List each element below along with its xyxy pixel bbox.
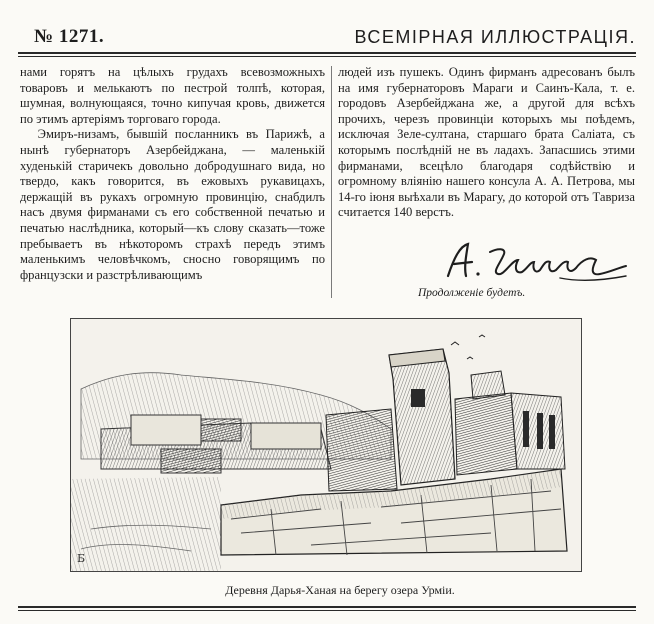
to-be-continued-note: Продолженіе будетъ.: [418, 287, 526, 299]
column-divider: [331, 66, 332, 298]
right-paragraph-1: людей изъ пушекъ. Одинъ фирманъ адресованъ былъ на имя губернаторовъ Мараги и Саинъ-Кала, т. е. городовъ Азербейджана же, а другой для всѣхъ прочихъ, черезъ провинціи которыхъ мы поѣдемъ, исключая Зеле-султана, старшаго брата Саліата, съ которымъ послѣдній не въ ладахъ. Запасшись этими фирманами, всецѣло благодаря содѣйствію и огромному вліянію нашего консула А. А. Петрова, мы 14-го іюня выѣхали въ Марагу, до которой отъ Тавриза считается 140 верстъ.: [338, 65, 635, 220]
page-header: [18, 14, 636, 48]
header-rule: [18, 52, 636, 54]
left-text-column: [20, 65, 325, 283]
artist-monogram: Б: [77, 552, 86, 565]
signature-handwritten: [440, 238, 630, 284]
right-text-column: [338, 65, 635, 221]
figure-caption: Деревня Дарья-Ханая на берегу озера Урміи.: [225, 583, 455, 597]
footer-rule: [18, 606, 636, 608]
village-engraving: [71, 319, 581, 571]
issue-number: № 1271.: [34, 26, 105, 47]
left-paragraph-2: Эмиръ-низамъ, бывшій посланникъ въ Парижѣ, а нынѣ губернаторъ Азербейджана, — маленькій худенькій старичекъ довольно добродушнаго вида, но твердо, какъ говорится, въ ежовыхъ рукавицахъ, держащій въ рукахъ огромную провинцію, снабдилъ насъ двумя фирманами съ его собственной печатью и печатью наслѣдника, который—къ слову сказать—тоже пребываетъ въ нѣкоторомъ страхѣ передъ этимъ маленькимъ человѣчкомъ, сносно говорящимъ по французски и разстрѣливающимъ: [20, 127, 325, 282]
left-paragraph-1: нами горятъ на цѣлыхъ грудахъ всевозможныхъ товаровъ и мелькаютъ по пестрой толпѣ, которая, шумная, волнующаяся, точно кипучая кровь, движется по этимъ артеріямъ торговаго города.: [20, 65, 325, 126]
engraving-illustration: [70, 318, 582, 572]
masthead-title: ВСЕМІРНАЯ ИЛЛЮСТРАЦІЯ.: [354, 27, 636, 47]
